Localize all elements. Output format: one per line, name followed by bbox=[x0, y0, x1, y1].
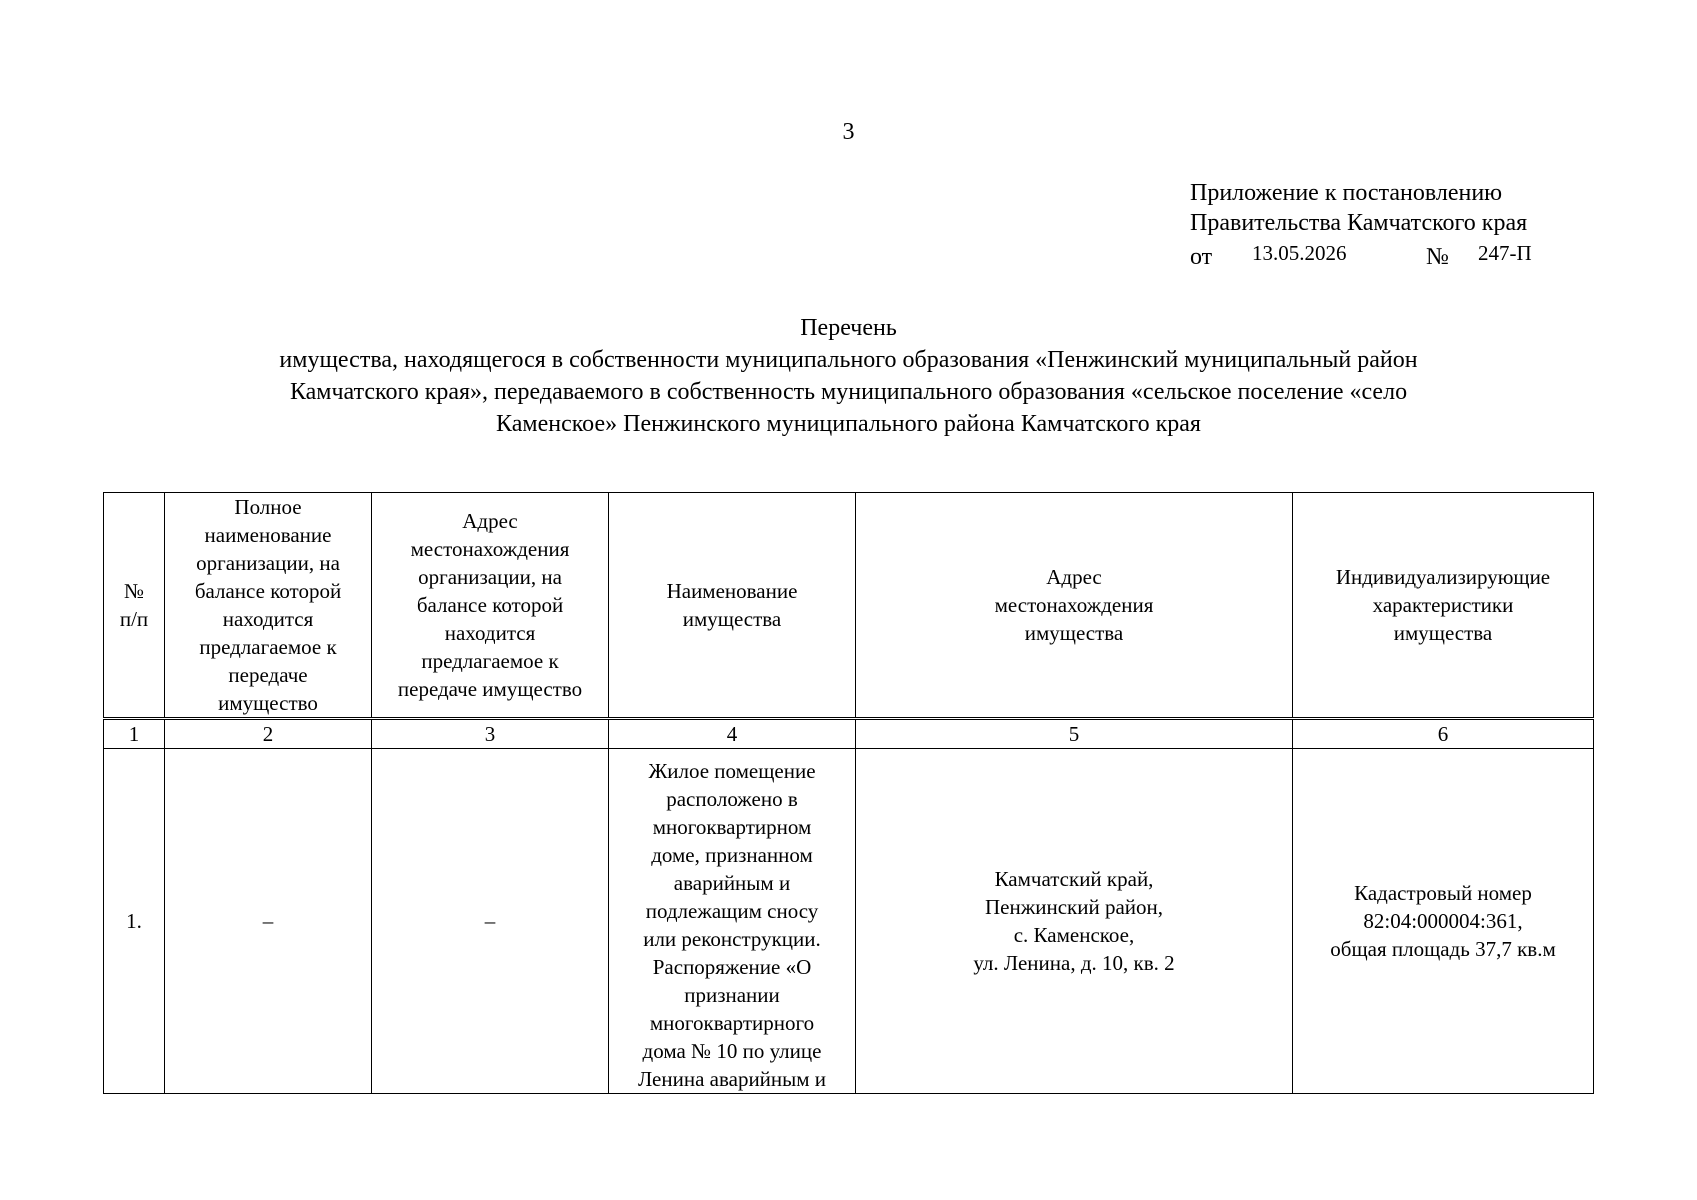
text-line: Адрес bbox=[462, 509, 518, 533]
text-line: Жилое помещение bbox=[648, 759, 816, 783]
text-line: Кадастровый номер bbox=[1354, 881, 1532, 905]
table-row bbox=[104, 749, 1594, 1094]
text-line: или реконструкции. bbox=[643, 927, 821, 951]
appendix-block bbox=[1190, 178, 1610, 268]
text-line: общая площадь 37,7 кв.м bbox=[1330, 937, 1556, 961]
header-cell-characteristics bbox=[1293, 493, 1594, 719]
header-cell-property-address bbox=[856, 493, 1293, 719]
text-line: подлежащим сносу bbox=[645, 899, 819, 923]
text-line: Наименование bbox=[666, 579, 798, 603]
appendix-line-2: Правительства Камчатского края bbox=[1190, 210, 1528, 236]
column-index-2: 2 bbox=[165, 719, 372, 749]
text-line: передаче имущество bbox=[397, 677, 583, 701]
text-line: местонахождения bbox=[410, 537, 570, 561]
text-line: признании bbox=[684, 983, 780, 1007]
column-index-5: 5 bbox=[856, 719, 1293, 749]
header-cell-number bbox=[104, 493, 165, 719]
text-line: имущества bbox=[1024, 621, 1124, 645]
text-line: доме, признанном bbox=[651, 843, 813, 867]
text-line: Ленина аварийным и bbox=[637, 1067, 827, 1091]
text-line: предлагаемое к bbox=[421, 649, 559, 673]
text-line: аварийным и bbox=[673, 871, 791, 895]
appendix-line-1: Приложение к постановлению bbox=[1190, 180, 1503, 206]
text-line: расположено в bbox=[666, 787, 798, 811]
title-heading: Перечень bbox=[800, 315, 897, 341]
text-line: дома № 10 по улице bbox=[642, 1039, 822, 1063]
header-cell-org-name bbox=[165, 493, 372, 719]
title-line-1: имущества, находящегося в собственности муниципального образования «Пенжинский муниципальный район bbox=[279, 347, 1418, 373]
text-line: Распоряжение «О bbox=[652, 955, 812, 979]
resolution-number: 247-П bbox=[1478, 241, 1532, 265]
row-org-address: – bbox=[372, 749, 609, 1094]
text-line: местонахождения bbox=[994, 593, 1154, 617]
text-line: имущества bbox=[1393, 621, 1493, 645]
text-line: многоквартирном bbox=[652, 815, 812, 839]
text-line: с. Каменское, bbox=[1013, 923, 1135, 947]
text-line: наименование bbox=[204, 523, 332, 547]
text-line: передаче bbox=[228, 663, 308, 687]
text-line: имущество bbox=[218, 691, 318, 715]
text-line: имущества bbox=[682, 607, 782, 631]
text-line: балансе которой bbox=[194, 579, 342, 603]
row-property-address bbox=[856, 749, 1293, 1094]
appendix-date-row bbox=[1190, 238, 1610, 268]
text-line: организации, на bbox=[418, 565, 562, 589]
text-line: находится bbox=[444, 621, 536, 645]
text-line: многоквартирного bbox=[649, 1011, 815, 1035]
title-line-2: Камчатского края», передаваемого в собственность муниципального образования «сельское поселение «село bbox=[289, 379, 1408, 405]
text-line: балансе которой bbox=[416, 593, 564, 617]
text-line: находится bbox=[222, 607, 314, 631]
text-line: п/п bbox=[119, 607, 149, 631]
text-line: Пенжинский район, bbox=[984, 895, 1163, 919]
column-index-3: 3 bbox=[372, 719, 609, 749]
text-line: 82:04:000004:361, bbox=[1363, 909, 1523, 933]
text-line: № bbox=[123, 579, 145, 603]
number-sign: № bbox=[1426, 244, 1449, 270]
from-label: от bbox=[1190, 244, 1213, 270]
column-index-6: 6 bbox=[1293, 719, 1594, 749]
row-property-name bbox=[609, 749, 856, 1094]
row-characteristics bbox=[1293, 749, 1594, 1094]
text-line: организации, на bbox=[196, 551, 340, 575]
text-line: Адрес bbox=[1046, 565, 1102, 589]
header-cell-org-address bbox=[372, 493, 609, 719]
text-line: ул. Ленина, д. 10, кв. 2 bbox=[973, 951, 1175, 975]
column-index-4: 4 bbox=[609, 719, 856, 749]
header-cell-property-name bbox=[609, 493, 856, 719]
row-org-name: – bbox=[165, 749, 372, 1094]
text-line: характеристики bbox=[1372, 593, 1514, 617]
property-table bbox=[103, 492, 1594, 1094]
text-line: Полное bbox=[234, 495, 302, 519]
text-line: Камчатский край, bbox=[994, 867, 1154, 891]
title-line-3: Каменское» Пенжинского муниципального района Камчатского края bbox=[496, 411, 1201, 437]
text-line: Индивидуализирующие bbox=[1335, 565, 1551, 589]
text-line: предлагаемое к bbox=[199, 635, 337, 659]
resolution-date: 13.05.2026 bbox=[1252, 241, 1347, 265]
page-number: 3 bbox=[842, 119, 855, 145]
column-index-row bbox=[104, 719, 1594, 749]
document-title bbox=[150, 312, 1547, 440]
column-index-1: 1 bbox=[104, 719, 165, 749]
row-number: 1. bbox=[104, 749, 165, 1094]
table-header-row bbox=[104, 493, 1594, 719]
